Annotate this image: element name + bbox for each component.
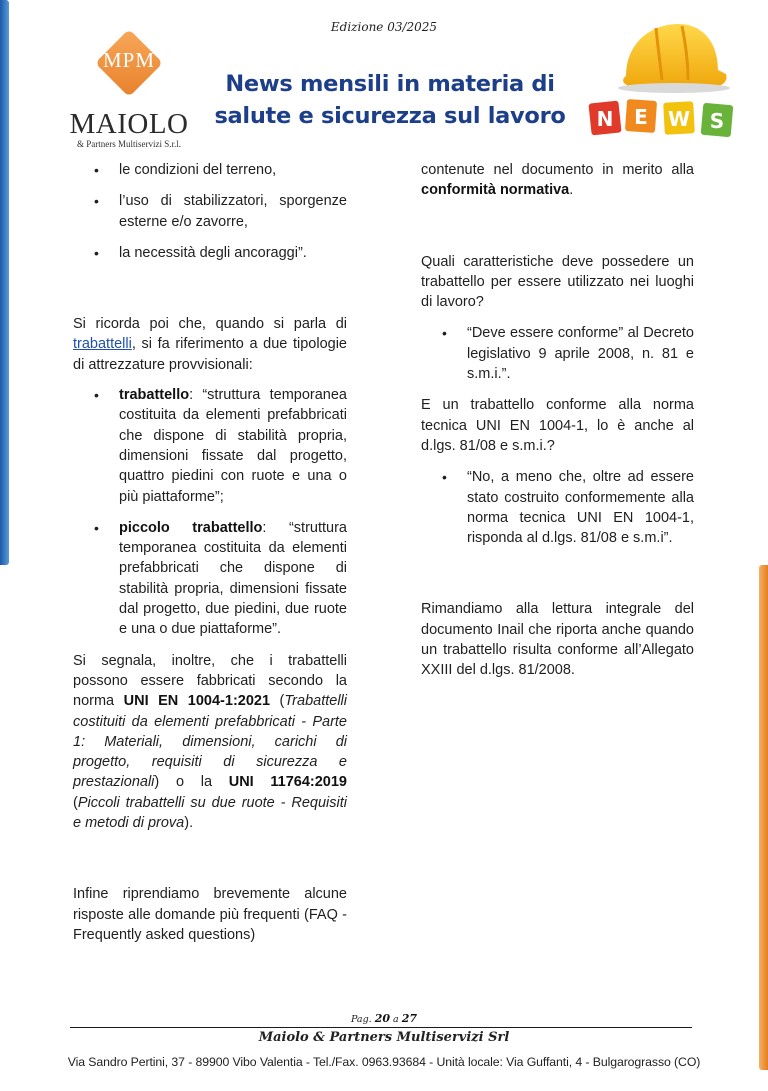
right-column xyxy=(421,160,694,681)
logo-subtitle: & Partners Multiservizi S.r.l. xyxy=(77,139,181,149)
definition-text: : “struttura temporanea costituita da elementi prefabbricati che dispone di stabilità propria, dimensioni fissate dal progetto, due piedini, due ruote e una o due piattaforme”. xyxy=(119,519,347,638)
newsletter-title xyxy=(200,68,580,132)
definition-text: : “struttura temporanea costituita da elementi prefabbricati che dispone di stabilità propria, dimensioni fissate dal progetto, quattro piedini con ruote e una o più piattaforme”; xyxy=(119,387,347,505)
continuation-paragraph xyxy=(421,160,694,201)
list-item: • le condizioni del terreno, xyxy=(119,160,347,180)
faq-question-1: Quali caratteristiche deve possedere un trabattello per essere utilizzato nei luoghi di lavoro? xyxy=(421,253,694,311)
title-line-2: salute e sicurezza sul lavoro xyxy=(214,103,566,129)
news-letter-s: S xyxy=(709,109,725,133)
definition-trabattello xyxy=(119,385,347,507)
standard-uni-11764: UNI 11764:2019 xyxy=(228,774,348,791)
logo-mark-text: MPM xyxy=(102,48,156,72)
definition-term: piccolo trabattello xyxy=(119,519,263,536)
standards-paragraph xyxy=(73,651,347,834)
left-column xyxy=(73,160,347,945)
footer-address: Via Sandro Pertini, 37 - 89900 Vibo Valentia - Tel./Fax. 0963.93684 - Unità locale: Via Guffanti, 4 - Bulgarograsso (CO) xyxy=(67,1055,701,1069)
list-item: • l’uso di stabilizzatori, sporgenze esterne e/o zavorre, xyxy=(119,191,347,232)
footer-divider xyxy=(70,1027,692,1028)
left-accent-bar xyxy=(0,0,9,565)
page-separator: a xyxy=(390,1014,402,1025)
faq-question-2: E un trabattello conforme alla norma tecnica UNI EN 1004-1, lo è anche al d.lgs. 81/08 e s.m.i.? xyxy=(421,397,694,454)
page-total: 27 xyxy=(401,1012,418,1025)
news-letter-w: W xyxy=(667,107,691,131)
text-run: ) o la xyxy=(154,774,229,791)
intro-paragraph xyxy=(73,314,347,375)
title-line-1: News mensili in materia di xyxy=(225,71,555,97)
text-run: Si segnala, inoltre, che i trabattelli possono essere fabbricati secondo la norma xyxy=(73,652,347,710)
footer-company: Maiolo & Partners Multiservizi Srl xyxy=(258,1030,510,1045)
definition-piccolo-trabattello xyxy=(119,518,347,640)
standard-title: Piccoli trabattelli su due ruote - Requisiti e metodi di prova xyxy=(73,794,347,832)
closing-paragraph: Rimandiamo alla lettura integrale del documento Inail che riporta anche quando un trabattello risulta conforme all’Allegato XXIII del d.lgs. 81/2008. xyxy=(421,601,694,679)
faq-answer-2: • “No, a meno che, oltre ad essere stato costruito conformemente alla norma tecnica UNI EN 1004-1, risponda al d.lgs. 81/08 e s.m.i”. xyxy=(467,467,694,548)
text-run: contenute nel documento in merito alla xyxy=(421,162,694,178)
definitions-list xyxy=(119,385,347,640)
intro-text: Si ricorda poi che, quando si parla di xyxy=(73,316,347,333)
intro-text-end: , si fa riferimento a due tipologie di attrezzature provvisionali: xyxy=(73,336,347,373)
text-run: ). xyxy=(184,815,194,832)
text-run: ( xyxy=(270,693,285,710)
page-current: 20 xyxy=(374,1012,391,1025)
faq-intro-paragraph: Infine riprendiamo brevemente alcune risposte alle domande più frequenti (FAQ - Frequently asked questions) xyxy=(73,886,347,943)
trabattelli-link[interactable]: trabattelli xyxy=(73,336,132,353)
hardhat-news-icon xyxy=(586,18,746,148)
logo-name: MAIOLO xyxy=(69,108,189,140)
right-accent-bar xyxy=(759,565,768,1070)
edition-label: Edizione 03/2025 xyxy=(330,20,438,34)
page-prefix: Pag. xyxy=(350,1014,375,1025)
bold-term: conformità normativa xyxy=(421,182,570,199)
news-letter-e: E xyxy=(634,105,648,129)
text-run: . xyxy=(569,182,574,199)
standard-title: Trabattelli costituiti da elementi prefabbricati - Parte 1: Materiali, dimensioni, carichi di progetto, requisiti di sicurezza e prestazionali xyxy=(73,693,347,791)
list-item: • la necessità degli ancoraggi”. xyxy=(119,243,347,263)
company-logo xyxy=(64,22,194,150)
page-number xyxy=(0,1012,768,1025)
faq-answer-1: • “Deve essere conforme” al Decreto legislativo 9 aprile 2008, n. 81 e s.m.i.”. xyxy=(467,323,694,384)
standard-uni-en-1004: UNI EN 1004-1:2021 xyxy=(123,693,271,710)
conditions-list xyxy=(119,160,347,263)
text-run: ( xyxy=(73,794,78,811)
definition-term: trabattello xyxy=(119,387,190,404)
faq-answer-2-list xyxy=(467,467,694,548)
faq-answer-1-list xyxy=(467,323,694,384)
news-letter-n: N xyxy=(596,107,614,131)
